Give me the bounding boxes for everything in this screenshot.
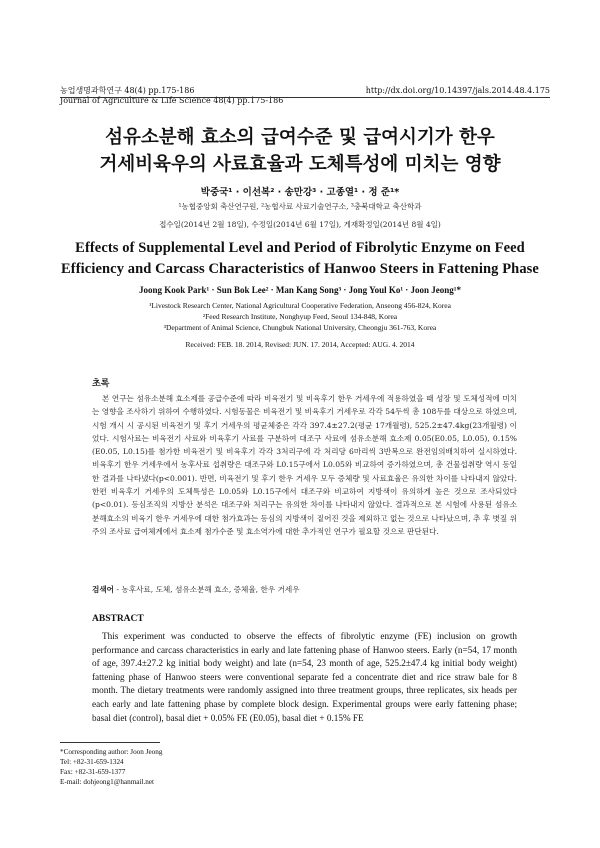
- fax: Fax: +82-31-659-1377: [60, 768, 126, 776]
- journal-name-en: Journal of Agriculture & Life Science 48(4) pp.175-186: [60, 96, 284, 105]
- abstract-english-body: This experiment was conducted to observe the effects of fibrolytic enzyme (FE) inclusion on growth performance and carcass characteristics in early and late fattening phase of Hanwoo steers. Early (n=54, 17 month of age, 397.4±27.2 kg initial body weight) and late (n=54, 23 month of age, 525.2±47.4 kg initial body weight) fattening phase of Hanwoo steers were conventional separate fed a concentrate diet and rice straw bale for 8 month. The dietary treatments were randomly assigned into three treatment groups, three replicates, six heads per each early and late fattening phase by complete block design. Experimental groups were early fattening phase; basal diet (control), basal diet + 0.05% FE (E0.05), basal diet + 0.15% FE: [92, 631, 517, 723]
- abstract-korean-heading: 초록: [92, 379, 110, 389]
- abstract-korean-body: 본 연구는 섬유소분해 효소제를 공급수준에 따라 비육전기 및 비육후기 한우 거세우에 적용하였을 때 성장 및 도체성적에 미치는 영향을 조사하기 위하여 수행하였다. 시험동물은 비육전기 및 비육후기 거세우로 각각 54두씩 총 108두를 대상으로 하였으며, 시험 개시 시 공시된 비육전기 및 후기 거세우의 평균체중은 각각 397.4±27.2(평균 17개월령), 525.2±47.4kg(23개월령) 이었다. 시험사료는 비육전기 사료와 비육후기 사료를 구분하여 대조구 사료에 섬유소분해 효소제 0.05(E0.05, L0.05), 0.15%(E0.05, L0.15)를 첨가한 비육전기 및 비육후기 각각 3처리구에 각 처리당 6마리씩 3반복으로 완전임의배치하여 실시하였다. 비육후기 한우 거세우에서 농후사료 섭취량은 대조구와 L0.15구에서 L0.05와 비교하여 증가하였으며, 총 건물섭취량 역시 동일한 결과를 나타냈다(p<0.001). 반면, 비육전기 및 후기 한우 거세우 모두 증체량 및 사료효율은 유의한 차이를 나타내지 않았다. 한편 비육후기 거세우의 도체특성은 L0.05와 L0.15구에서 대조구와 비교하여 지방색이 유의하게 높은 것으로 조사되었다(p<0.01). 등심조직의 지방산 분석은 대조구와 처리구는 유의한 차이를 나타내지 않았다. 결과적으로 본 시험에 사용된 섬유소 분해효소의 비육기 한우 거세우에 대한 첨가효과는 등심의 지방색이 짙어진 것을 제외하고 없는 것으로 나타났으며, 추 후 볏짚 위주의 조사료 급여체계에서 효소제 첨가수준 및 효소역가에 대한 추가적인 연구가 필요할 것으로 판단된다.: [92, 394, 517, 536]
- title-korean-line1: 섬유소분해 효소의 급여수준 및 급여시기가 한우: [105, 127, 495, 148]
- keywords: [92, 584, 517, 595]
- title-korean-line2: 거세비육우의 사료효율과 도체특성에 미치는 영향: [99, 154, 501, 175]
- header-divider: [60, 97, 550, 98]
- affiliations-korean: ¹농협중앙회 축산연구원, ²농협사료 사료기술연구소, ³충북대학교 축산학과: [178, 202, 422, 211]
- abstract-english-heading: ABSTRACT: [92, 614, 144, 624]
- dates-korean: 접수일(2014년 2월 18일), 수정일(2014년 6월 17일), 게재확정일(2014년 8월 4일): [159, 220, 441, 229]
- authors-korean: 박중국¹ · 이선복² · 송만강³ · 고종열¹ · 정 준¹*: [200, 187, 400, 198]
- keywords-text: - 농후사료, 도체, 섬유소분해 효소, 증체율, 한우 거세우: [114, 585, 300, 594]
- doi-link[interactable]: http://dx.doi.org/10.14397/jals.2014.48.4.175: [365, 86, 550, 95]
- footnote-divider: [60, 742, 160, 743]
- affiliation-3: ³Department of Animal Science, Chungbuk National University, Cheongju 361-763, Korea: [163, 323, 437, 332]
- affiliation-2: ²Feed Research Institute, Nonghyup Feed, Seoul 134-848, Korea: [202, 312, 398, 321]
- title-english-line1: Effects of Supplemental Level and Period of Fibrolytic Enzyme on Feed: [75, 240, 525, 256]
- telephone: Tel: +82-31-659-1324: [60, 758, 124, 766]
- title-korean: [40, 124, 560, 178]
- authors-english: Joong Kook Park¹ · Sun Bok Lee² · Man Kang Song³ · Jong Youl Ko¹ · Joon Jeong¹*: [139, 285, 461, 295]
- title-english: [40, 238, 560, 280]
- affiliation-1: ¹Livestock Research Center, National Agricultural Cooperative Federation, Anseong 456-824, Korea: [149, 301, 451, 310]
- keywords-label: 검색어: [92, 585, 115, 594]
- corresponding-author: *Corresponding author: Joon Jeong: [60, 748, 163, 756]
- dates-english: Received: FEB. 18. 2014, Revised: JUN. 17. 2014, Accepted: AUG. 4. 2014: [185, 340, 415, 349]
- email[interactable]: E-mail: dohjeong1@hanmail.net: [60, 778, 155, 786]
- title-english-line2: Efficiency and Carcass Characteristics of Hanwoo Steers in Fattening Phase: [61, 261, 539, 277]
- journal-name-ko: 농업생명과학연구 48(4) pp.175-186: [60, 86, 195, 95]
- affiliations-english: [0, 300, 600, 333]
- footnote: [60, 747, 162, 787]
- journal-header: [60, 86, 283, 106]
